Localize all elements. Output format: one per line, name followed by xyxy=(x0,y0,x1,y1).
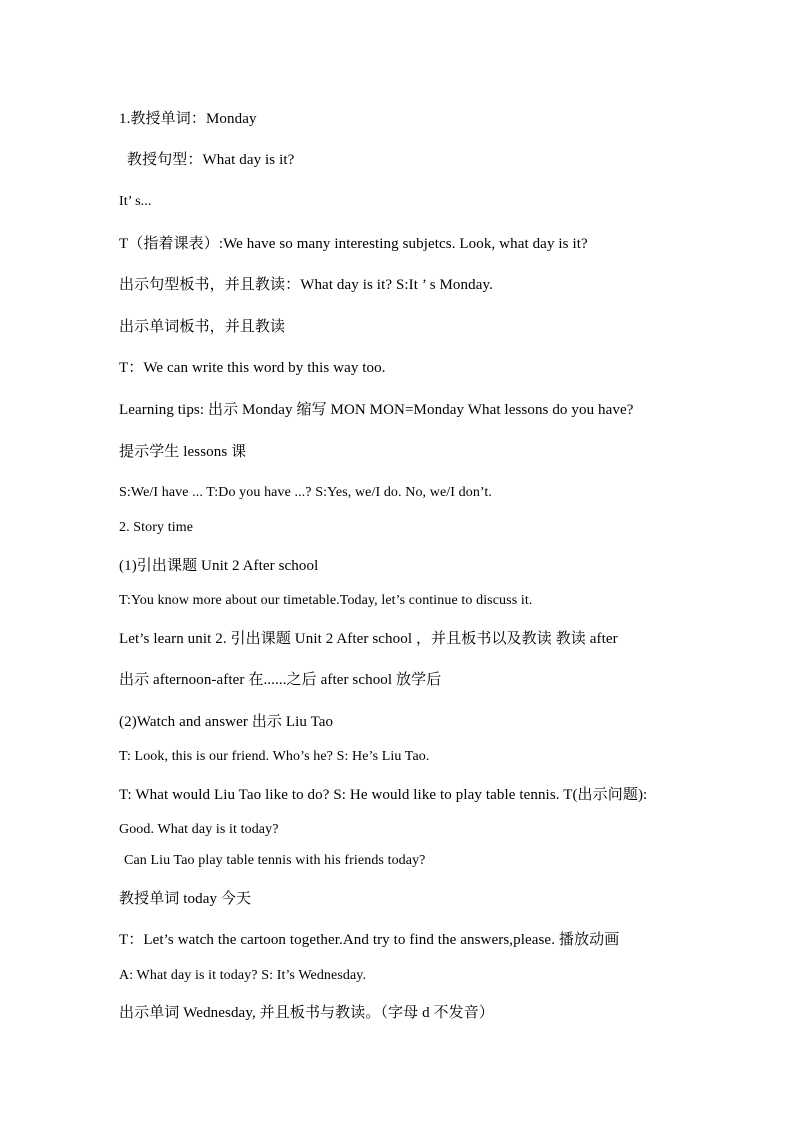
text-line-2: 教授句型：What day is it? xyxy=(127,152,295,168)
text-line-7: T：We can write this word by this way too. xyxy=(119,360,386,376)
text-line-9: 提示学生 lessons 课 xyxy=(119,444,247,460)
text-line-4: T（指着课表）:We have so many interesting subjetcs. Look, what day is it? xyxy=(119,236,588,252)
text-line-3: It’ s... xyxy=(119,194,152,209)
text-line-17: T: Look, this is our friend. Who’s he? S: He’s Liu Tao. xyxy=(119,749,430,764)
text-line-8: Learning tips: 出示 Monday 缩写 MON MON=Monday What lessons do you have? xyxy=(119,402,634,418)
text-line-10: S:We/I have ... T:Do you have ...? S:Yes, we/I do. No, we/I don’t. xyxy=(119,485,493,500)
text-line-23: A: What day is it today? S: It’s Wednesday. xyxy=(119,968,367,983)
text-line-12: (1)引出课题 Unit 2 After school xyxy=(119,558,319,574)
text-line-13: T:You know more about our timetable.Today, let’s continue to discuss it. xyxy=(119,593,533,608)
text-line-24: 出示单词 Wednesday, 并且板书与教读。（字母 d 不发音） xyxy=(119,1005,494,1021)
text-line-5: 出示句型板书，并且教读：What day is it? S:It ’ s Monday. xyxy=(119,277,493,293)
text-line-19: Good. What day is it today? xyxy=(119,822,279,837)
text-line-16: (2)Watch and answer 出示 Liu Tao xyxy=(119,714,334,730)
text-line-20: Can Liu Tao play table tennis with his friends today? xyxy=(124,853,426,868)
text-line-15: 出示 afternoon-after 在......之后 after school 放学后 xyxy=(119,672,442,688)
text-line-22: T：Let’s watch the cartoon together.And try to find the answers,please. 播放动画 xyxy=(119,932,620,948)
text-line-1: 1.教授单词：Monday xyxy=(119,111,257,127)
text-line-18: T: What would Liu Tao like to do? S: He would like to play table tennis. T(出示问题): xyxy=(119,787,648,803)
text-line-6: 出示单词板书，并且教读 xyxy=(119,319,286,335)
text-line-14: Let’s learn unit 2. 引出课题 Unit 2 After school ，并且板书以及教读 教读 after xyxy=(119,631,618,647)
text-line-11: 2. Story time xyxy=(119,520,194,535)
text-line-21: 教授单词 today 今天 xyxy=(119,891,252,907)
